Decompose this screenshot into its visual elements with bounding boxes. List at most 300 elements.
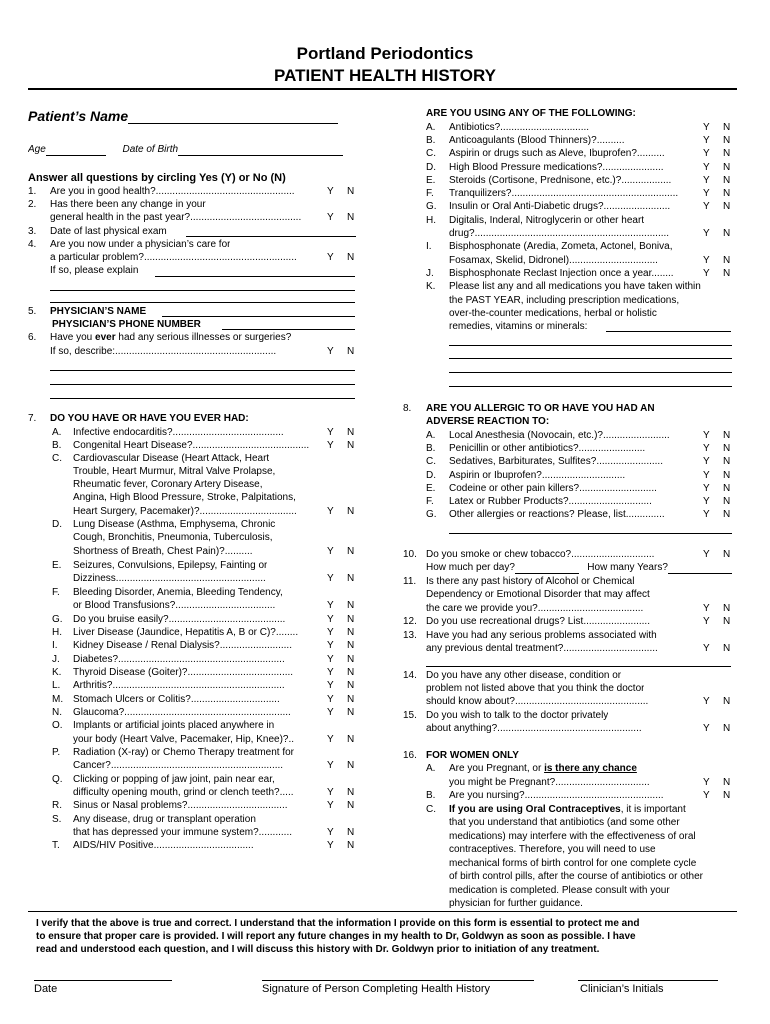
- leader-dots: ......................................................................: [474, 228, 670, 239]
- allergy-6-yes[interactable]: Y: [703, 509, 710, 520]
- q7-15-text: Liver Disease (Jaundice, Hepatitis A, B or C)?: [73, 627, 276, 638]
- q7-10-text: Seizures, Convulsions, Epilepsy, Fainting or: [73, 560, 268, 571]
- signature-label: Signature of Person Completing Health History: [262, 983, 491, 995]
- q7-item-21: [73, 707, 291, 719]
- explain-field-2[interactable]: [50, 290, 355, 291]
- q6-no[interactable]: N: [347, 346, 355, 357]
- q7-1-letter: B.: [52, 440, 62, 451]
- q4-no[interactable]: N: [347, 252, 355, 263]
- q2a: Has there been any change in your: [50, 199, 206, 210]
- med-1-yes[interactable]: Y: [703, 135, 710, 146]
- med-item-13: [449, 295, 679, 307]
- q7-16-no[interactable]: N: [347, 640, 355, 651]
- explain-field-3[interactable]: [50, 302, 355, 303]
- q6b-text: If so, describe:: [50, 346, 116, 357]
- q7-item-29: [73, 814, 256, 826]
- med-11-letter: J.: [426, 268, 434, 279]
- q7-17-no[interactable]: N: [347, 654, 355, 665]
- describe-field-3[interactable]: [50, 398, 355, 399]
- q7-1-yes[interactable]: Y: [327, 440, 334, 451]
- q7-23-yes[interactable]: Y: [327, 734, 334, 745]
- q7-15-yes[interactable]: Y: [327, 627, 334, 638]
- q7-4-text: Rheumatic fever, Coronary Artery Disease,: [73, 479, 263, 490]
- q16b-yes[interactable]: Y: [703, 790, 710, 801]
- q15a-text: Do you wish to talk to the doctor privately: [426, 710, 609, 721]
- q7-0-text: Infective endocarditis?: [73, 427, 173, 438]
- q16a2-text: you might be Pregnant?: [449, 777, 556, 788]
- allergy-4-letter: E.: [426, 483, 436, 494]
- q7-11-yes[interactable]: Y: [327, 573, 334, 584]
- allergy-list-field[interactable]: [449, 533, 732, 534]
- leader-dots: ................................: [569, 255, 658, 266]
- q7-item-1: [73, 440, 309, 452]
- med-item-9: [449, 241, 672, 253]
- q14c: [426, 696, 648, 708]
- q1-yes[interactable]: Y: [327, 186, 334, 197]
- med-item-2: [449, 148, 665, 160]
- allergy-item-2: [449, 456, 663, 468]
- q6-post: had any serious illnesses or surgeries?: [115, 332, 292, 343]
- leader-dots: ..: [288, 734, 295, 745]
- allergy-4-text: Codeine or other pain killers?: [449, 483, 580, 494]
- leader-dots: ..............: [625, 509, 665, 520]
- q7-19-letter: L.: [52, 680, 61, 691]
- q7-30-yes[interactable]: Y: [327, 827, 334, 838]
- med-10-no[interactable]: N: [723, 255, 731, 266]
- allergy-3-text: Aspirin or Ibuprofen?: [449, 470, 542, 481]
- allergy-1-no[interactable]: N: [723, 443, 731, 454]
- q8-title-b: ADVERSE REACTION TO:: [426, 416, 550, 427]
- practice-name: Portland Periodontics: [296, 44, 474, 63]
- leader-dots: ..........................................................: [115, 346, 277, 357]
- q4-number: 4.: [28, 239, 37, 250]
- q13a-text: Have you had any serious problems associated with: [426, 630, 657, 641]
- allergy-2-yes[interactable]: Y: [703, 456, 710, 467]
- leader-dots: ..............................: [568, 496, 652, 507]
- years-field[interactable]: [668, 563, 732, 574]
- q6-yes[interactable]: Y: [327, 346, 334, 357]
- leader-dots: ........................................: [190, 212, 302, 223]
- q7-12-letter: F.: [52, 587, 60, 598]
- med-6-no[interactable]: N: [723, 201, 731, 212]
- q7-0-letter: A.: [52, 427, 62, 438]
- q16a-yes[interactable]: Y: [703, 777, 710, 788]
- q7-28-yes[interactable]: Y: [327, 800, 334, 811]
- allergy-5-no[interactable]: N: [723, 496, 731, 507]
- q7-1-text: Congenital Heart Disease?: [73, 440, 193, 451]
- initials-label: Clinician’s Initials: [580, 983, 664, 995]
- med-4-no[interactable]: N: [723, 175, 731, 186]
- q4-yes[interactable]: Y: [327, 252, 334, 263]
- med-7-letter: H.: [426, 215, 436, 226]
- q7-26-letter: Q.: [52, 774, 63, 785]
- q7-18-letter: K.: [52, 667, 62, 678]
- patient-name-field[interactable]: [128, 109, 338, 124]
- q13a: [426, 630, 657, 642]
- med-6-yes[interactable]: Y: [703, 201, 710, 212]
- q7-0-yes[interactable]: Y: [327, 427, 334, 438]
- leader-dots: ..........: [636, 148, 665, 159]
- med-3-no[interactable]: N: [723, 162, 731, 173]
- q1-no[interactable]: N: [347, 186, 355, 197]
- allergy-3-no[interactable]: N: [723, 470, 731, 481]
- q7-item-2: [73, 453, 269, 465]
- q7-item-23: [73, 734, 294, 746]
- med-3-letter: D.: [426, 162, 436, 173]
- q4b-text: a particular problem?: [50, 252, 144, 263]
- q7-19-no[interactable]: N: [347, 680, 355, 691]
- q7-22-text: Implants or artificial joints placed anywhere in: [73, 720, 275, 731]
- q15b-no[interactable]: N: [723, 723, 731, 734]
- allergy-1-letter: B.: [426, 443, 436, 454]
- dob-field[interactable]: [178, 145, 343, 156]
- q1: [50, 186, 295, 198]
- leader-dots: ..........................................: [192, 440, 310, 451]
- allergy-0-yes[interactable]: Y: [703, 430, 710, 441]
- q14c-yes[interactable]: Y: [703, 696, 710, 707]
- q7-14-yes[interactable]: Y: [327, 614, 334, 625]
- q7-30-no[interactable]: N: [347, 827, 355, 838]
- q7-11-no[interactable]: N: [347, 573, 355, 584]
- q7-28-text: Sinus or Nasal problems?: [73, 800, 188, 811]
- med-10-yes[interactable]: Y: [703, 255, 710, 266]
- initials-line[interactable]: [578, 980, 718, 981]
- q7-6-yes[interactable]: Y: [327, 506, 334, 517]
- q7-item-5: [73, 492, 296, 504]
- q7-20-no[interactable]: N: [347, 694, 355, 705]
- q7-9-yes[interactable]: Y: [327, 546, 334, 557]
- q7-11-text: Dizziness: [73, 573, 116, 584]
- med-0-yes[interactable]: Y: [703, 122, 710, 133]
- q7-item-8: [73, 532, 273, 544]
- meds-field-3[interactable]: [449, 358, 732, 359]
- q7-15-no[interactable]: N: [347, 627, 355, 638]
- q12: [426, 616, 650, 628]
- physician-name: PHYSICIAN’S NAME: [50, 306, 147, 317]
- q7-16-text: Kidney Disease / Renal Dialysis?: [73, 640, 220, 651]
- q16b-letter: B.: [426, 790, 436, 801]
- q7-24-text: Radiation (X-ray) or Chemo Therapy treatment for: [73, 747, 295, 758]
- med-0-no[interactable]: N: [723, 122, 731, 133]
- leader-dots: ..................................................: [155, 186, 295, 197]
- q7-item-10: [73, 560, 267, 572]
- allergy-0-no[interactable]: N: [723, 430, 731, 441]
- q7-item-19: [73, 680, 285, 692]
- q4b: [50, 252, 297, 264]
- allergy-6-no[interactable]: N: [723, 509, 731, 520]
- leader-dots: ..........................: [219, 640, 292, 651]
- leader-dots: ....................................................: [497, 723, 642, 734]
- q7-7-text: Lung Disease (Asthma, Emphysema, Chronic: [73, 519, 276, 530]
- q7-13-no[interactable]: N: [347, 600, 355, 611]
- q7-24-letter: P.: [52, 747, 61, 758]
- med-5-no[interactable]: N: [723, 188, 731, 199]
- q7-9-no[interactable]: N: [347, 546, 355, 557]
- q10: [426, 549, 654, 561]
- q7-18-yes[interactable]: Y: [327, 667, 334, 678]
- q7-27-no[interactable]: N: [347, 787, 355, 798]
- q7-item-30: [73, 827, 292, 839]
- q7-item-15: [73, 627, 298, 639]
- leader-dots: ..................................: [555, 777, 650, 788]
- leader-dots: ........................................: [172, 427, 284, 438]
- q7-3-text: Trouble, Heart Murmur, Mitral Valve Prolapse,: [73, 466, 276, 477]
- med-1-text: Anticoagulants (Blood Thinners)?: [449, 135, 597, 146]
- q2b: [50, 212, 301, 224]
- q11c-yes[interactable]: Y: [703, 603, 710, 614]
- q7-8-text: Cough, Bronchitis, Pneumonia, Tuberculosis,: [73, 532, 273, 543]
- q2-number: 2.: [28, 199, 37, 210]
- med-13-text: the PAST YEAR, including prescription medications,: [449, 295, 680, 306]
- med-8-yes[interactable]: Y: [703, 228, 710, 239]
- med-4-text: Steroids (Cortisone, Prednisone, etc.)?: [449, 175, 622, 186]
- q7-17-yes[interactable]: Y: [327, 654, 334, 665]
- meds-field-2[interactable]: [449, 345, 732, 346]
- med-3-text: High Blood Pressure medications?: [449, 162, 603, 173]
- q7-21-letter: N.: [52, 707, 62, 718]
- leader-dots: ........................: [602, 430, 670, 441]
- q16c-line-3: mechanical forms of birth control for one complete cycle: [449, 857, 697, 869]
- allergy-2-letter: C.: [426, 456, 436, 467]
- q7-21-yes[interactable]: Y: [327, 707, 334, 718]
- q16c-line-6: physician for further guidance.: [449, 898, 583, 909]
- q10-number: 10.: [403, 549, 417, 560]
- leader-dots: ..................................: [563, 643, 658, 654]
- q7-31-no[interactable]: N: [347, 840, 355, 851]
- q2-yes[interactable]: Y: [327, 212, 334, 223]
- q7-10-letter: E.: [52, 560, 62, 571]
- q16b: [449, 790, 664, 802]
- q16a-letter: A.: [426, 763, 436, 774]
- med-5-yes[interactable]: Y: [703, 188, 710, 199]
- q3-number: 3.: [28, 226, 37, 237]
- q7-2-letter: C.: [52, 453, 62, 464]
- describe-field-2[interactable]: [50, 384, 355, 385]
- q16c-line-4: of birth control pills, after the course of antibiotics or other: [449, 871, 704, 882]
- med-4-yes[interactable]: Y: [703, 175, 710, 186]
- leader-dots: ......................................: [187, 667, 294, 678]
- med-9-text: Bisphosphonate (Aredia, Zometa, Actonel, Boniva,: [449, 241, 673, 252]
- allergy-5-yes[interactable]: Y: [703, 496, 710, 507]
- med-11-no[interactable]: N: [723, 268, 731, 279]
- q14a-text: Do you have any other disease, condition or: [426, 670, 622, 681]
- q7-19-text: Arthritis?: [73, 680, 113, 691]
- q7-item-4: [73, 479, 263, 491]
- exam-date-field[interactable]: [186, 236, 356, 237]
- allergy-2-text: Sedatives, Barbiturates, Sulfites?: [449, 456, 597, 467]
- leader-dots: ....................................: [153, 840, 254, 851]
- q7-19-yes[interactable]: Y: [327, 680, 334, 691]
- q7-25-text: Cancer?: [73, 760, 111, 771]
- q7-31-text: AIDS/HIV Positive: [73, 840, 154, 851]
- allergy-4-yes[interactable]: Y: [703, 483, 710, 494]
- q10-no[interactable]: N: [723, 549, 731, 560]
- age-dob-row: Age Date of Birth: [28, 144, 343, 156]
- describe-field-1[interactable]: [50, 370, 355, 371]
- q13a-number: 13.: [403, 630, 417, 641]
- q16a-no[interactable]: N: [723, 777, 731, 788]
- leader-dots: .......................................................: [143, 252, 297, 263]
- med-2-letter: C.: [426, 148, 436, 159]
- q11b-text: Dependency or Emotional Disorder that may affect: [426, 589, 650, 600]
- q16a-chance: is there any chance: [544, 763, 637, 774]
- q16b-no[interactable]: N: [723, 790, 731, 801]
- q7-20-text: Stomach Ulcers or Colitis?: [73, 694, 191, 705]
- q13b-text: any previous dental treatment?: [426, 643, 564, 654]
- q7-23-text: your body (Heart Valve, Pacemaker, Hip, Knee)?: [73, 734, 289, 745]
- q7-item-26: [73, 774, 275, 786]
- q7-16-yes[interactable]: Y: [327, 640, 334, 651]
- med-item-15: [449, 321, 587, 333]
- meds-field-1[interactable]: [606, 331, 731, 332]
- allergy-item-6: [449, 509, 665, 521]
- allergy-0-letter: A.: [426, 430, 436, 441]
- q7-item-24: [73, 747, 294, 759]
- q7-17-text: Diabetes?: [73, 654, 119, 665]
- allergy-6-letter: G.: [426, 509, 437, 520]
- q7-14-letter: G.: [52, 614, 63, 625]
- leader-dots: ..........: [596, 135, 625, 146]
- med-item-6: [449, 201, 670, 213]
- med-4-letter: E.: [426, 175, 436, 186]
- med-item-11: [449, 268, 674, 280]
- q7-20-letter: M.: [52, 694, 64, 705]
- meds-field-4[interactable]: [449, 372, 732, 373]
- date-signature-line[interactable]: [34, 980, 172, 981]
- q14b: [426, 683, 644, 695]
- leader-dots: ......................................: [537, 603, 644, 614]
- med-7-text: Digitalis, Inderal, Nitroglycerin or other heart: [449, 215, 645, 226]
- attestation-line-2: to ensure that proper care is provided. I will report any future changes in my health to Dr, Goldwyn as soon as possible. I have: [36, 931, 636, 942]
- dental-problems-field[interactable]: [426, 666, 731, 667]
- leader-dots: ............................................................: [124, 707, 291, 718]
- q10-yes[interactable]: Y: [703, 549, 710, 560]
- q6-pre: Have you: [50, 332, 96, 343]
- q7-item-17: [73, 654, 285, 666]
- q13b: [426, 643, 658, 655]
- allergy-4-no[interactable]: N: [723, 483, 731, 494]
- med-2-no[interactable]: N: [723, 148, 731, 159]
- q16c-line-5: medication is completed. Please consult with your: [449, 884, 670, 896]
- leader-dots: ..................................................: [524, 790, 664, 801]
- q10b: [426, 562, 732, 574]
- med-item-5: [449, 188, 678, 200]
- leader-dots: ........: [651, 268, 674, 279]
- allergy-3-yes[interactable]: Y: [703, 470, 710, 481]
- q7-20-yes[interactable]: Y: [327, 694, 334, 705]
- q16a-pre: Are you Pregnant, or: [449, 763, 545, 774]
- allergy-6-text: Other allergies or reactions? Please, list: [449, 509, 626, 520]
- q13b-no[interactable]: N: [723, 643, 731, 654]
- physician-phone-field[interactable]: [222, 329, 355, 330]
- q7-item-22: [73, 720, 274, 732]
- q7-15-letter: H.: [52, 627, 62, 638]
- q14c-no[interactable]: N: [723, 696, 731, 707]
- q7-17-letter: J.: [52, 654, 60, 665]
- med-5-letter: F.: [426, 188, 434, 199]
- age-field[interactable]: [46, 145, 106, 156]
- attestation-line-1: I verify that the above is true and correct. I understand that the information I provide on this form is essential to protect me and: [36, 918, 640, 929]
- q16-number: 16.: [403, 750, 417, 761]
- q7-28-no[interactable]: N: [347, 800, 355, 811]
- q12-no[interactable]: N: [723, 616, 731, 627]
- per-day-field[interactable]: [515, 563, 579, 574]
- q7-6-no[interactable]: N: [347, 506, 355, 517]
- leader-dots: ........................: [583, 616, 650, 627]
- explain-field-1[interactable]: [155, 276, 355, 277]
- med-11-text: Bisphosphonate Reclast Injection once a year: [449, 268, 652, 279]
- q7-28-letter: R.: [52, 800, 62, 811]
- q7-21-no[interactable]: N: [347, 707, 355, 718]
- q11c: [426, 603, 643, 615]
- q7-13-text: or Blood Transfusions?: [73, 600, 176, 611]
- q12-number: 12.: [403, 616, 417, 627]
- q15b-yes[interactable]: Y: [703, 723, 710, 734]
- allergy-2-no[interactable]: N: [723, 456, 731, 467]
- med-item-4: [449, 175, 671, 187]
- q2b-text: general health in the past year?: [50, 212, 191, 223]
- q7-26-text: Clicking or popping of jaw joint, pain near ear,: [73, 774, 275, 785]
- q12-yes[interactable]: Y: [703, 616, 710, 627]
- allergy-1-text: Penicillin or other antibiotics?: [449, 443, 579, 454]
- physician-name-field[interactable]: [162, 316, 355, 317]
- q13b-yes[interactable]: Y: [703, 643, 710, 654]
- med-item-1: [449, 135, 624, 147]
- q7-9-text: Shortness of Breath, Chest Pain)?: [73, 546, 225, 557]
- allergy-1-yes[interactable]: Y: [703, 443, 710, 454]
- q12-text: Do you use recreational drugs? List: [426, 616, 584, 627]
- q7-1-no[interactable]: N: [347, 440, 355, 451]
- q4c: If so, please explain: [50, 265, 139, 276]
- med-3-yes[interactable]: Y: [703, 162, 710, 173]
- allergy-3-letter: D.: [426, 470, 436, 481]
- attestation-line-3: read and understood each question, and I will discuss this history with Dr. Goldwyn prior to initiation of any treatment.: [36, 944, 600, 955]
- med-12-text: Please list any and all medications you have taken within: [449, 281, 701, 292]
- med-1-no[interactable]: N: [723, 135, 731, 146]
- q7-25-yes[interactable]: Y: [327, 760, 334, 771]
- q7-0-no[interactable]: N: [347, 427, 355, 438]
- q7-14-no[interactable]: N: [347, 614, 355, 625]
- section-rule: [28, 911, 737, 912]
- q7-item-14: [73, 614, 285, 626]
- q7-23-no[interactable]: N: [347, 734, 355, 745]
- q11c-no[interactable]: N: [723, 603, 731, 614]
- q10b-a-text: How much per day?: [426, 562, 515, 573]
- q8-title-a: ARE YOU ALLERGIC TO OR HAVE YOU HAD AN: [426, 403, 655, 414]
- q7-item-0: [73, 427, 284, 439]
- med-8-text: drug?: [449, 228, 475, 239]
- q7-31-yes[interactable]: Y: [327, 840, 334, 851]
- med-8-no[interactable]: N: [723, 228, 731, 239]
- med-1-letter: B.: [426, 135, 436, 146]
- signature-line[interactable]: [262, 980, 534, 981]
- meds-title: ARE YOU USING ANY OF THE FOLLOWING:: [426, 108, 636, 119]
- med-2-yes[interactable]: Y: [703, 148, 710, 159]
- q7-27-yes[interactable]: Y: [327, 787, 334, 798]
- q7-25-no[interactable]: N: [347, 760, 355, 771]
- q7-13-yes[interactable]: Y: [327, 600, 334, 611]
- q2-no[interactable]: N: [347, 212, 355, 223]
- leader-dots: ......................................................: [115, 573, 266, 584]
- med-6-letter: G.: [426, 201, 437, 212]
- q7-18-no[interactable]: N: [347, 667, 355, 678]
- leader-dots: ........................: [578, 443, 646, 454]
- med-5-text: Tranquilizers?: [449, 188, 512, 199]
- med-10-text: Fosamax, Skelid, Didronel): [449, 255, 570, 266]
- med-9-letter: I.: [426, 241, 432, 252]
- meds-field-5[interactable]: [449, 386, 732, 387]
- med-11-yes[interactable]: Y: [703, 268, 710, 279]
